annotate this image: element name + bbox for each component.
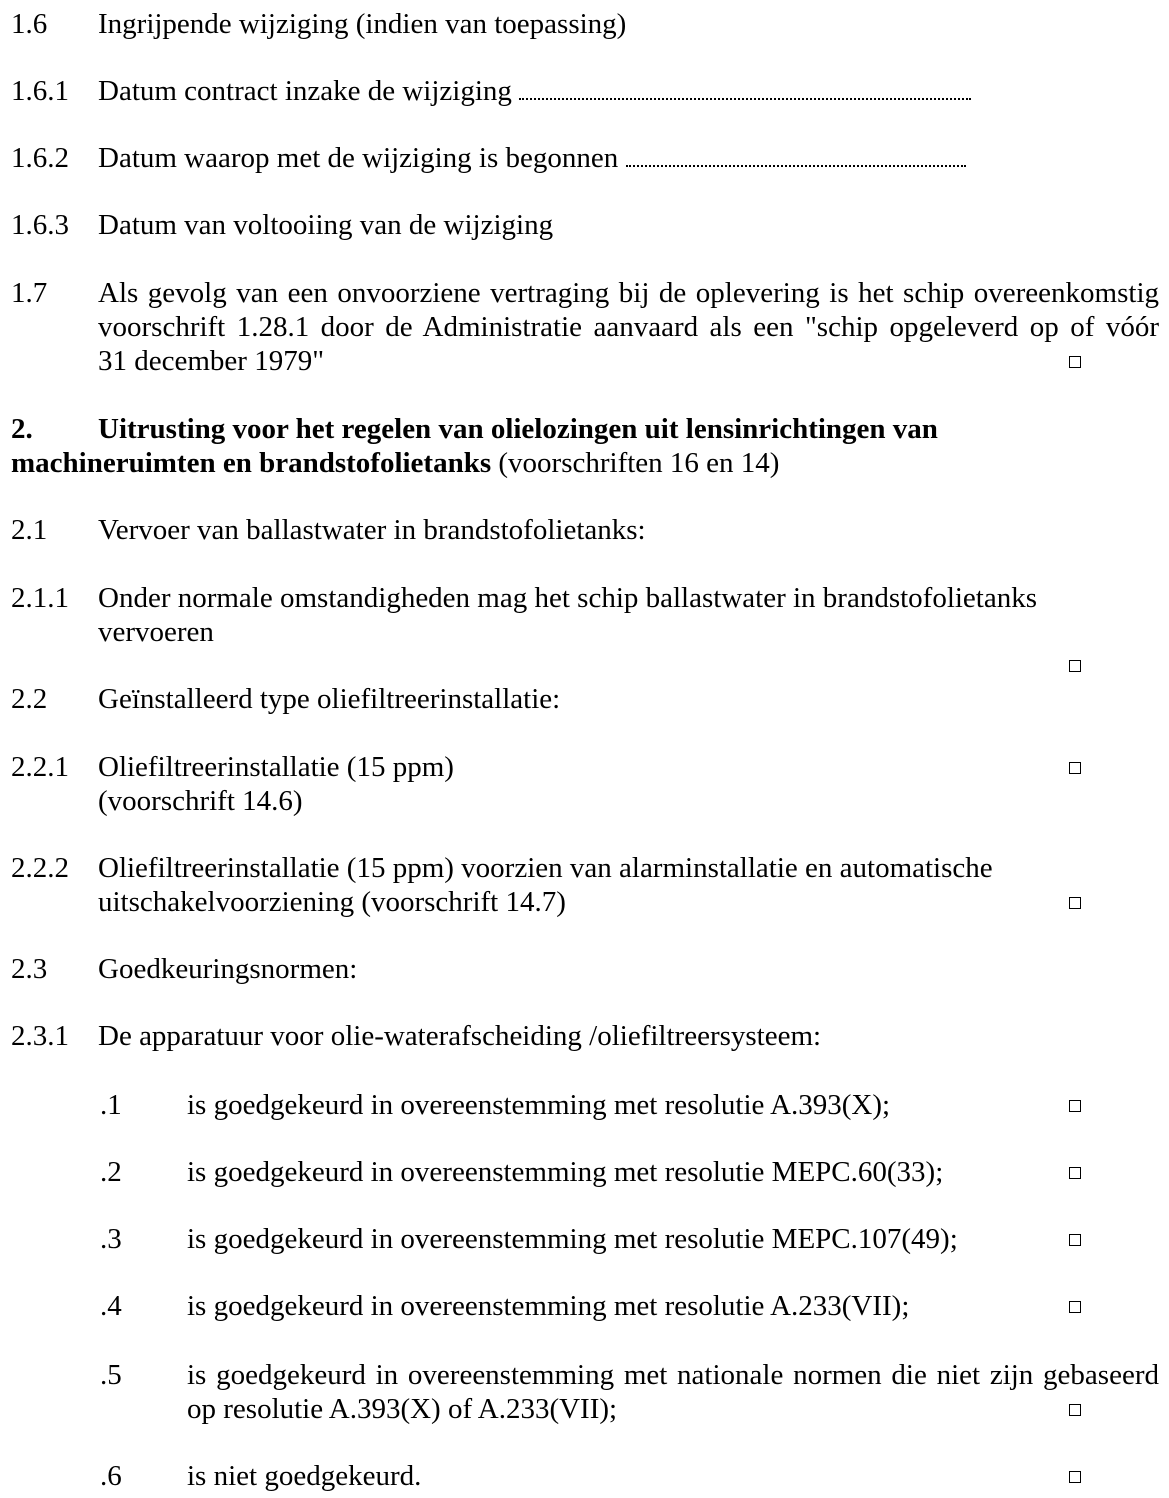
item-text-line: voorschrift 1.28.1 door de Administratie aanvaard als een "schip opgeleverd op of vóór: [98, 311, 1159, 343]
item-number: 1.6: [11, 8, 48, 40]
item-text: Ingrijpende wijziging (indien van toepassing): [98, 8, 627, 40]
item-number: 2.2.1: [11, 751, 69, 783]
item-text-line: uitschakelvoorziening (voorschrift 14.7): [98, 886, 566, 918]
subitem-text: is goedgekeurd in overeenstemming met resolutie MEPC.60(33);: [187, 1156, 944, 1188]
item-text-line: Onder normale omstandigheden mag het schip ballastwater in brandstofolietanks: [98, 582, 1038, 614]
date-contract-label: Datum contract inzake de wijziging: [98, 75, 512, 107]
section-title-bold: machineruimten en brandstofolietanks: [11, 447, 492, 479]
item-text-line: (voorschrift 14.6): [98, 785, 303, 817]
item-number: 2.1: [11, 514, 48, 546]
checkbox-sub-6[interactable]: [1069, 1471, 1081, 1483]
item-number: 1.6.3: [11, 209, 69, 241]
item-text-line: Oliefiltreerinstallatie (15 ppm) voorzien van alarminstallatie en automatische: [98, 852, 993, 884]
subitem-text-line: op resolutie A.393(X) of A.233(VII);: [187, 1393, 618, 1425]
checkbox-2-2-1[interactable]: [1069, 762, 1081, 774]
checkbox-sub-3[interactable]: [1069, 1234, 1081, 1246]
section-title: Uitrusting voor het regelen van olielozingen uit lensinrichtingen van: [98, 413, 938, 445]
checkbox-2-1-1[interactable]: [1069, 660, 1081, 672]
item-number: 2.3.1: [11, 1020, 69, 1052]
item-text-line: Als gevolg van een onvoorziene vertraging bij de oplevering is het schip overeenkomstig: [98, 277, 1159, 309]
date-contract-field[interactable]: [519, 88, 971, 100]
checkbox-1-7[interactable]: [1069, 356, 1081, 368]
subitem-number: .4: [100, 1290, 122, 1322]
subitem-text-line: is goedgekeurd in overeenstemming met nationale normen die niet zijn gebaseerd: [187, 1359, 1159, 1391]
item-text-line: 31 december 1979": [98, 345, 325, 377]
section-title-rest: (voorschriften 16 en 14): [491, 447, 780, 479]
item-text-line: Oliefiltreerinstallatie (15 ppm): [98, 751, 454, 783]
subitem-text: is goedgekeurd in overeenstemming met resolutie A.393(X);: [187, 1089, 891, 1121]
subitem-number: .3: [100, 1223, 122, 1255]
checkbox-sub-1[interactable]: [1069, 1100, 1081, 1112]
item-number: 2.3: [11, 953, 48, 985]
subitem-number: .6: [100, 1460, 122, 1492]
subitem-text: is goedgekeurd in overeenstemming met resolutie A.233(VII);: [187, 1290, 910, 1322]
date-start-label: Datum waarop met de wijziging is begonnen: [98, 142, 619, 174]
item-number: 1.6.1: [11, 75, 69, 107]
item-text: Vervoer van ballastwater in brandstofolietanks:: [98, 514, 646, 546]
subitem-number: .1: [100, 1089, 122, 1121]
item-number: 2.1.1: [11, 582, 69, 614]
checkbox-sub-2[interactable]: [1069, 1167, 1081, 1179]
subitem-text: is goedgekeurd in overeenstemming met resolutie MEPC.107(49);: [187, 1223, 958, 1255]
item-number: 1.6.2: [11, 142, 69, 174]
item-text-line: vervoeren: [98, 616, 214, 648]
item-text: [98, 141, 966, 175]
date-start-field[interactable]: [626, 155, 966, 167]
item-text: Goedkeuringsnormen:: [98, 953, 358, 985]
item-text: [98, 74, 971, 108]
item-text: Datum van voltooiing van de wijziging: [98, 209, 554, 241]
section-title-line2: [11, 446, 779, 480]
section-number: 2.: [11, 413, 33, 445]
item-text: Geïnstalleerd type oliefiltreerinstallatie:: [98, 683, 561, 715]
item-number: 2.2: [11, 683, 48, 715]
checkbox-2-2-2[interactable]: [1069, 897, 1081, 909]
subitem-text: is niet goedgekeurd.: [187, 1460, 422, 1492]
item-number: 1.7: [11, 277, 48, 309]
checkbox-sub-4[interactable]: [1069, 1301, 1081, 1313]
checkbox-sub-5[interactable]: [1069, 1404, 1081, 1416]
subitem-number: .2: [100, 1156, 122, 1188]
subitem-number: .5: [100, 1359, 122, 1391]
item-text: De apparatuur voor olie-waterafscheiding /oliefiltreersysteem:: [98, 1020, 822, 1052]
item-number: 2.2.2: [11, 852, 69, 884]
